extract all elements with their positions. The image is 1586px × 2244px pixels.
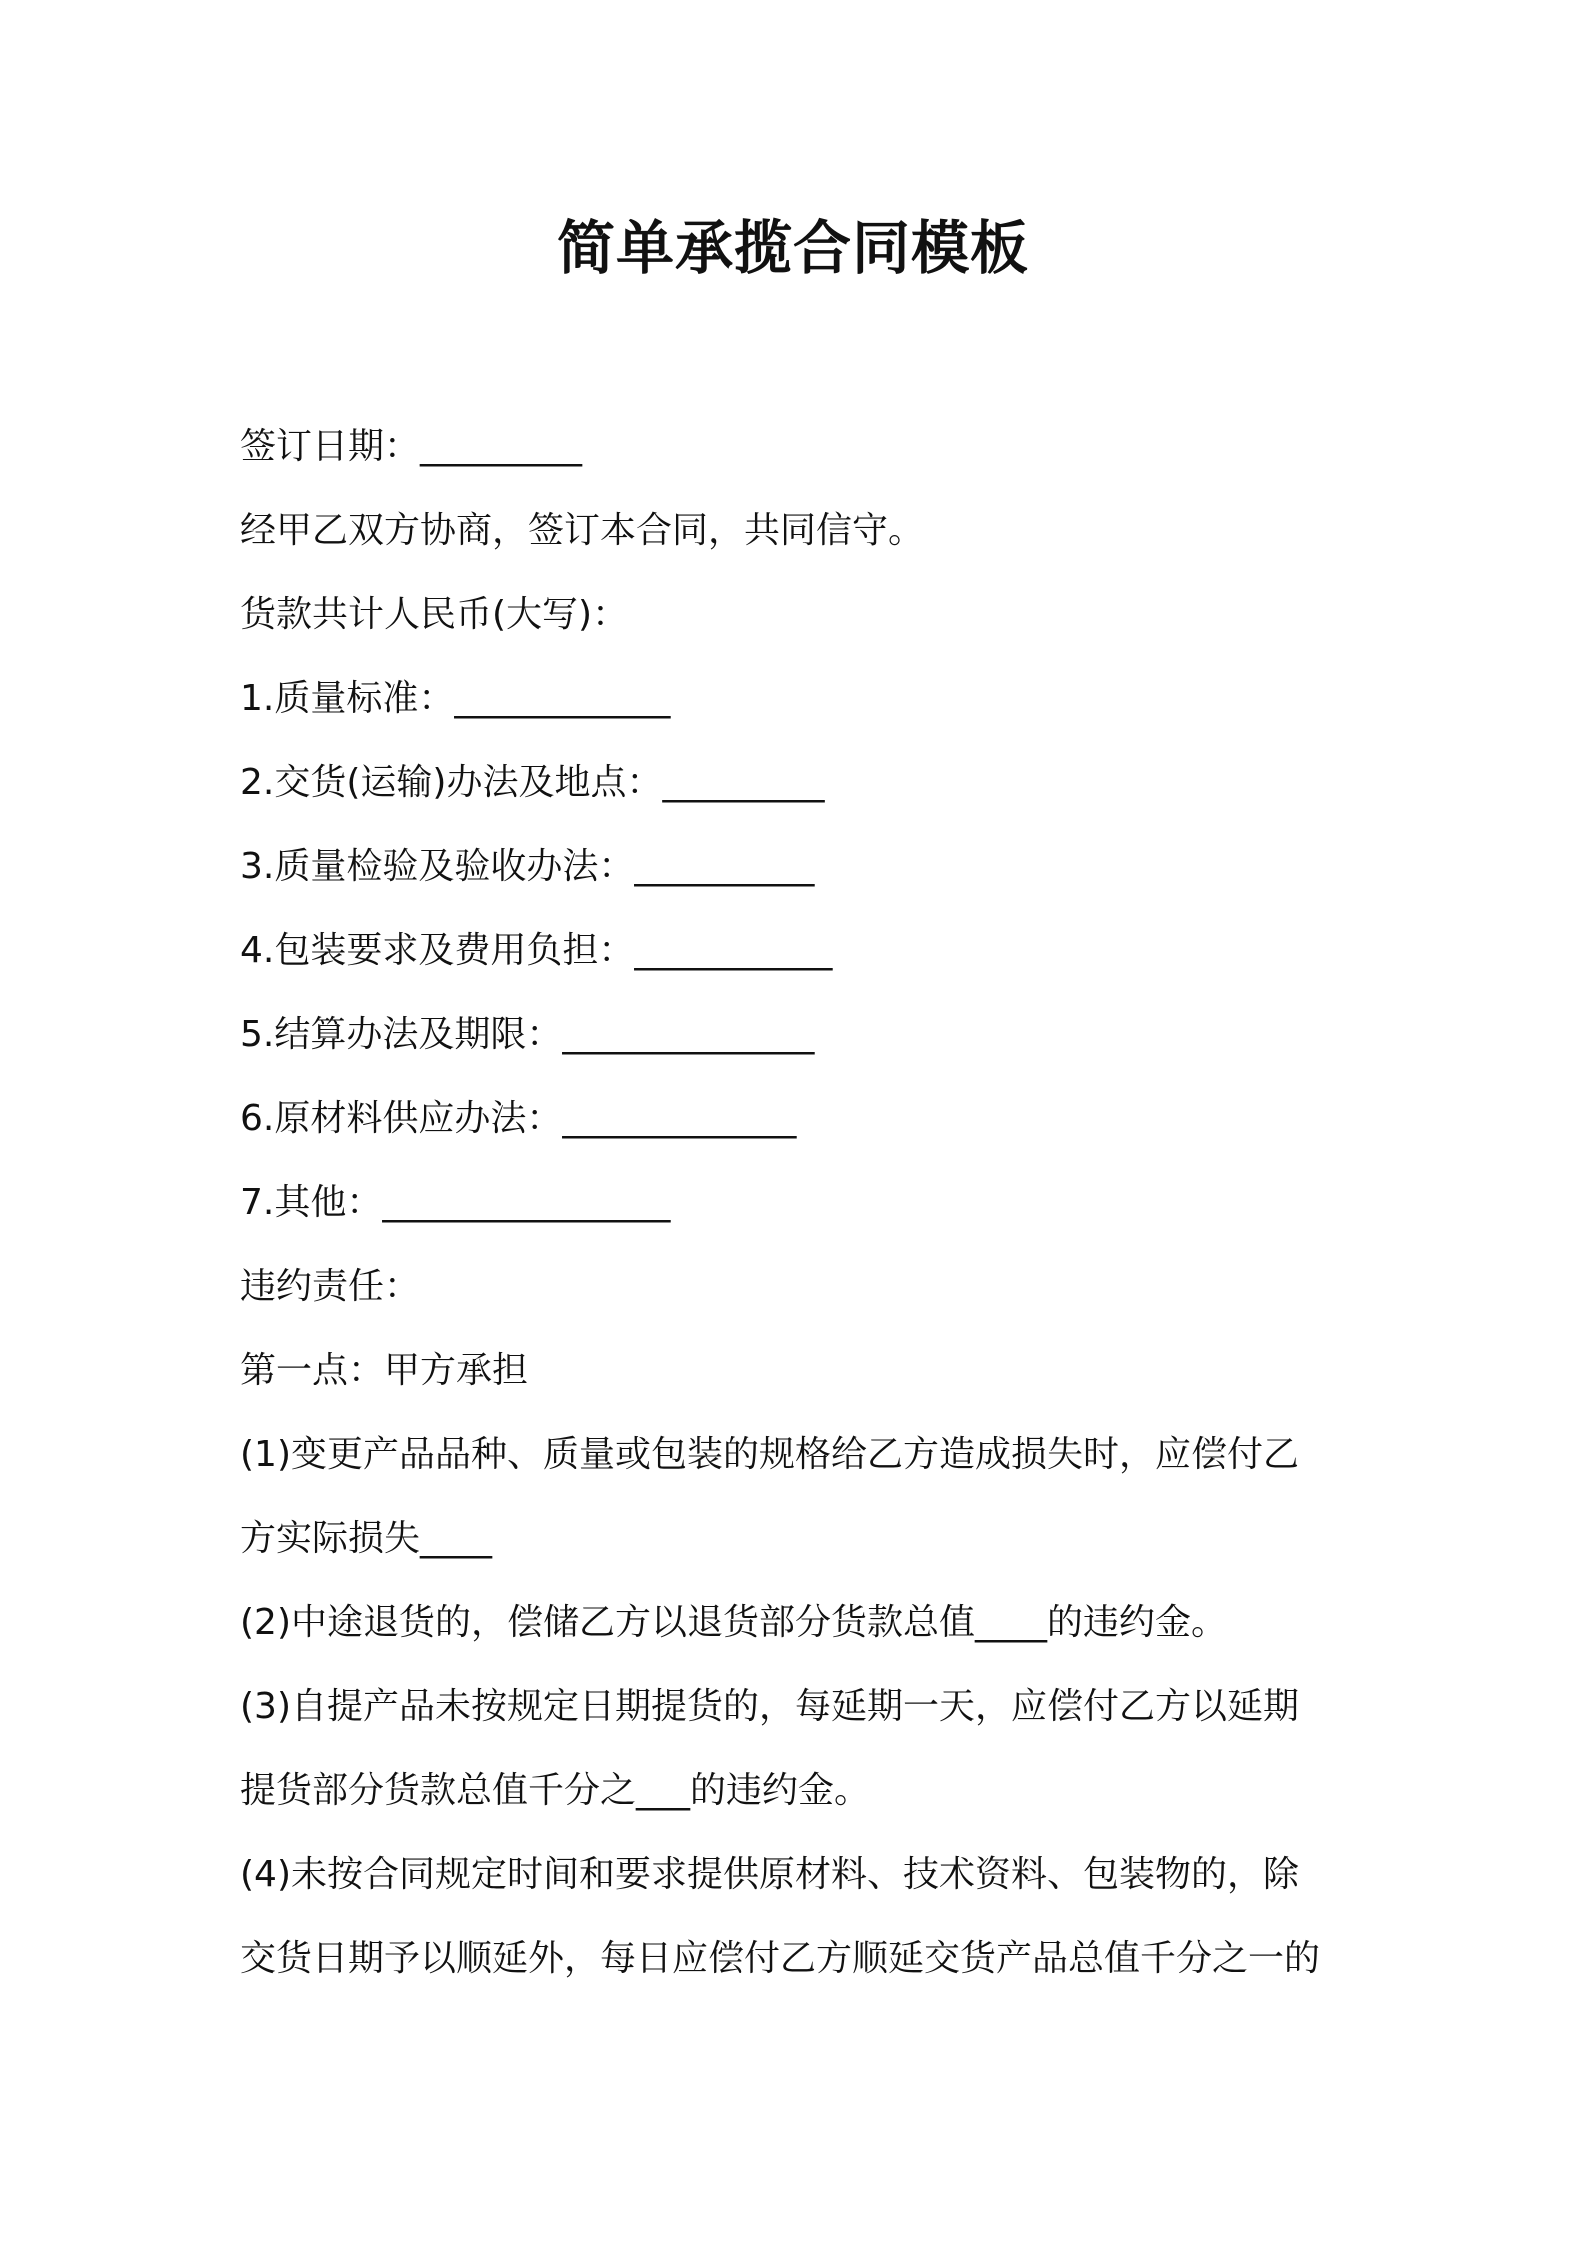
clause-quality-standard: 1.质量标准：____________ [240, 678, 671, 719]
signing-date-line: 签订日期：_________ [240, 426, 583, 467]
party-a-liability-heading: 第一点：甲方承担 [240, 1350, 529, 1391]
agreement-intro-line: 经甲乙双方协商，签订本合同，共同信守。 [240, 510, 925, 551]
clause-settlement: 5.结算办法及期限：______________ [240, 1014, 815, 1055]
clause-delivery-method: 2.交货(运输)办法及地点：_________ [240, 762, 825, 803]
liability-item-1-line-1: (1)变更产品品种、质量或包装的规格给乙方造成损失时，应偿付乙 [240, 1434, 1299, 1475]
liability-item-4-line-1: (4)未按合同规定时间和要求提供原材料、技术资料、包装物的，除 [240, 1854, 1299, 1895]
clause-materials-supply: 6.原材料供应办法：_____________ [240, 1098, 797, 1139]
liability-item-1-line-2: 方实际损失____ [240, 1518, 493, 1559]
document-title: 简单承揽合同模板 [556, 214, 1029, 282]
document-body [240, 405, 1360, 2001]
liability-item-3-line-2: 提货部分货款总值千分之___的违约金。 [240, 1770, 871, 1811]
payment-total-line: 货款共计人民币(大写)： [240, 594, 629, 635]
liability-item-2: (2)中途退货的，偿储乙方以退货部分货款总值____的违约金。 [240, 1602, 1227, 1643]
liability-heading: 违约责任： [240, 1266, 421, 1307]
liability-item-4-line-2: 交货日期予以顺延外，每日应偿付乙方顺延交货产品总值千分之一的 [240, 1938, 1321, 1979]
clause-quality-inspection: 3.质量检验及验收办法：__________ [240, 846, 815, 887]
clause-other: 7.其他：________________ [240, 1182, 671, 1223]
liability-item-3-line-1: (3)自提产品未按规定日期提货的，每延期一天，应偿付乙方以延期 [240, 1686, 1299, 1727]
clause-packaging: 4.包装要求及费用负担：___________ [240, 930, 833, 971]
